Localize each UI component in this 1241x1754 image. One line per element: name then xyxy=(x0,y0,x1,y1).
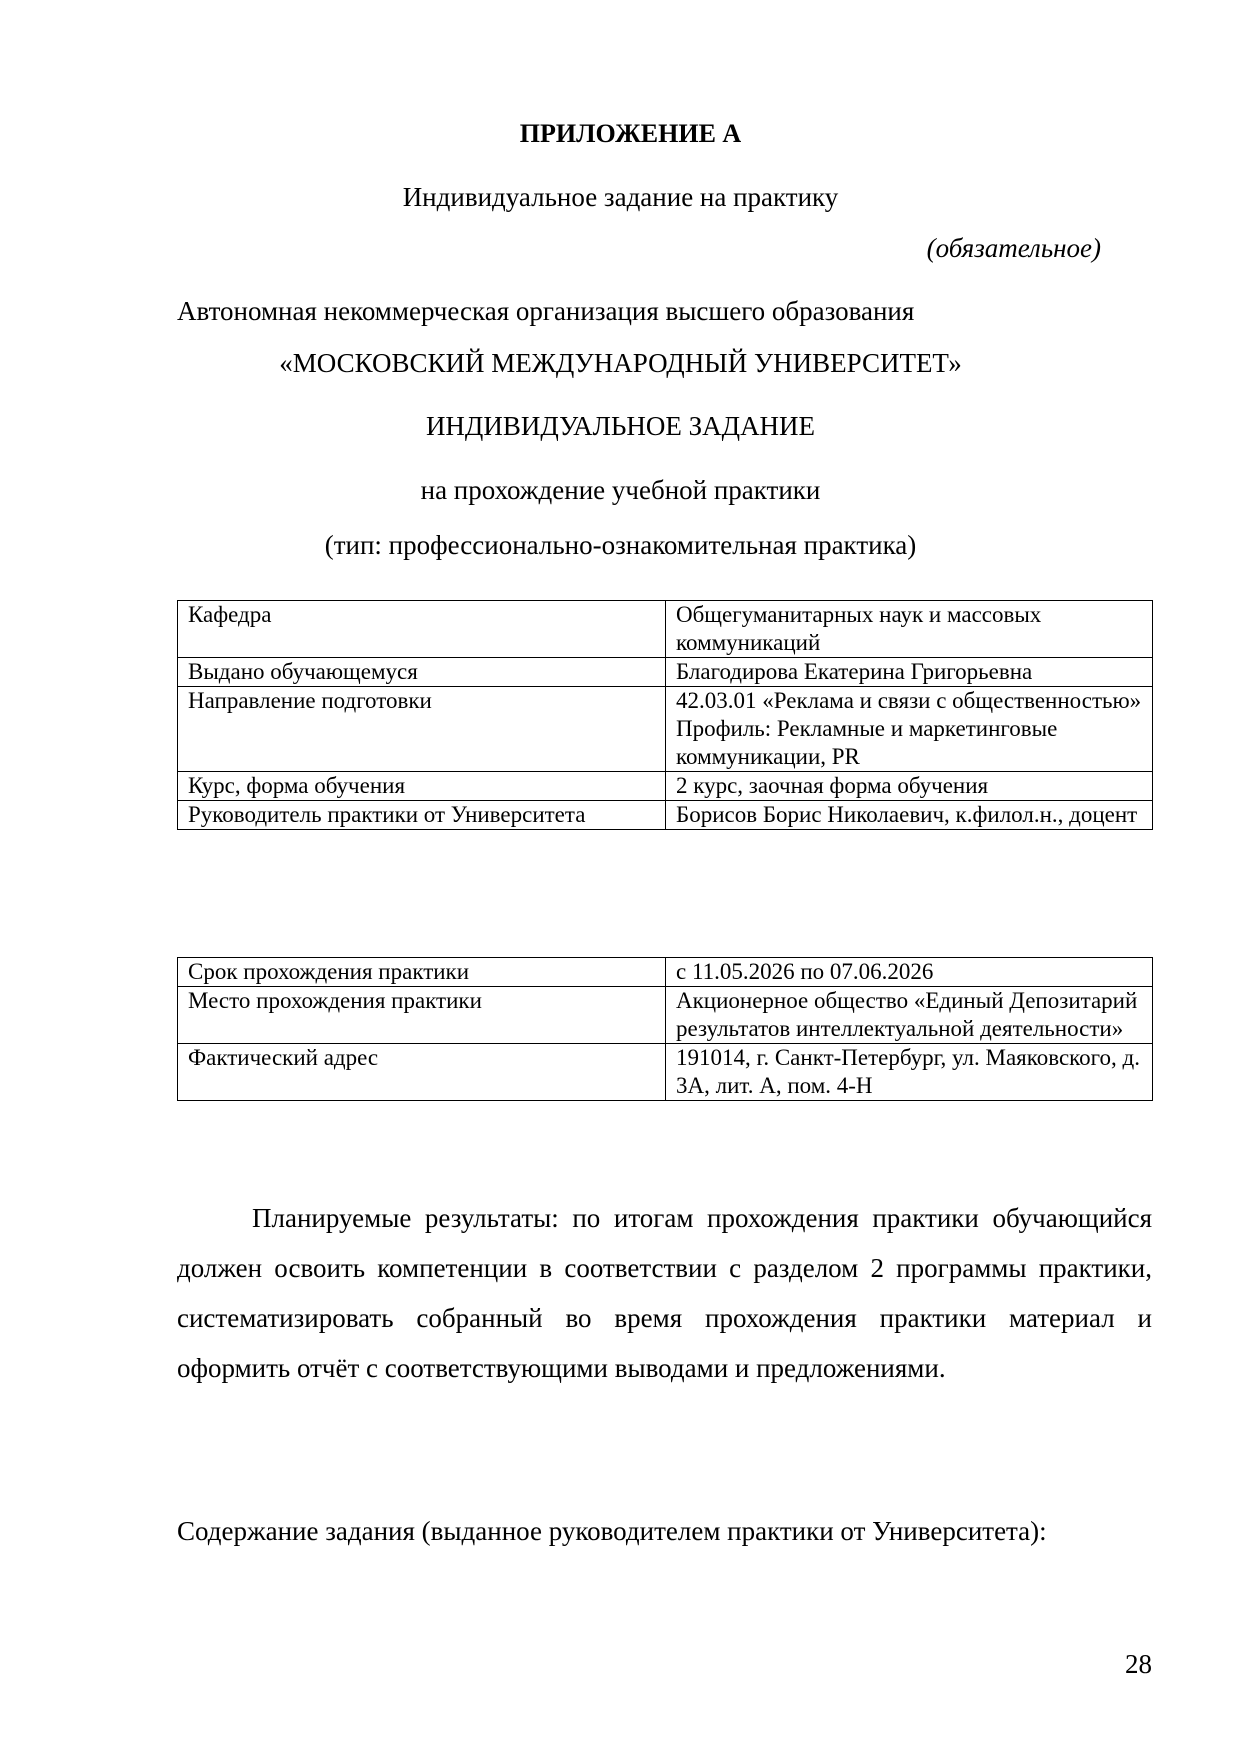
table-row xyxy=(178,772,1153,801)
row-value: Общегуманитарных наук и массовых коммуникаций xyxy=(666,601,1153,658)
appendix-subtitle: Индивидуальное задание на практику xyxy=(402,182,839,212)
practice-info-table xyxy=(177,957,1153,1101)
table-row xyxy=(178,958,1153,987)
appendix-title: ПРИЛОЖЕНИЕ А xyxy=(519,119,742,148)
row-value: с 11.05.2026 по 07.06.2026 xyxy=(666,958,1153,987)
task-title: ИНДИВИДУАЛЬНОЕ ЗАДАНИЕ xyxy=(425,411,816,441)
row-value-cell xyxy=(666,687,1153,772)
task-content-heading: Содержание задания (выданное руководителем практики от Университета): xyxy=(177,1516,1047,1546)
page-number: 28 xyxy=(1125,1649,1152,1679)
row-label: Фактический адрес xyxy=(178,1044,666,1101)
organization-name: Автономная некоммерческая организация высшего образования xyxy=(177,296,915,326)
table-row xyxy=(178,987,1153,1044)
university-name: «МОСКОВСКИЙ МЕЖДУНАРОДНЫЙ УНИВЕРСИТЕТ» xyxy=(279,348,962,378)
row-value: 191014, г. Санкт-Петербург, ул. Маяковского, д. 3А, лит. А, пом. 4-Н xyxy=(666,1044,1153,1101)
row-label: Курс, форма обучения xyxy=(178,772,666,801)
mandatory-note: (обязательное) xyxy=(926,233,1101,263)
row-label: Место прохождения практики xyxy=(178,987,666,1044)
row-value: Благодирова Екатерина Григорьевна xyxy=(666,658,1153,687)
row-label: Выдано обучающемуся xyxy=(178,658,666,687)
row-value: Акционерное общество «Единый Депозитарий результатов интеллектуальной деятельности» xyxy=(666,987,1153,1044)
row-value-profile: Профиль: Рекламные и маркетинговые коммуникации, PR xyxy=(676,716,1058,769)
row-label: Руководитель практики от Университета xyxy=(178,801,666,830)
planned-results-paragraph: Планируемые результаты: по итогам прохождения практики обучающийся должен освоить компетенции в соответствии с разделом 2 программы практики, систематизировать собранный во время прохождения практики материал и оформить отчёт с соответствующими выводами и предложениями. xyxy=(177,1203,1152,1383)
table-row xyxy=(178,1044,1153,1101)
student-info-table xyxy=(177,600,1153,830)
task-purpose: на прохождение учебной практики xyxy=(420,475,821,505)
row-label: Срок прохождения практики xyxy=(178,958,666,987)
row-label: Кафедра xyxy=(178,601,666,658)
table-row xyxy=(178,687,1153,772)
table-row xyxy=(178,658,1153,687)
row-label: Направление подготовки xyxy=(178,687,666,772)
row-value: Борисов Борис Николаевич, к.филол.н., доцент xyxy=(666,801,1153,830)
table-row xyxy=(178,601,1153,658)
task-type: (тип: профессионально-ознакомительная практика) xyxy=(324,530,917,560)
row-value: 2 курс, заочная форма обучения xyxy=(666,772,1153,801)
table-row xyxy=(178,801,1153,830)
row-value: 42.03.01 «Реклама и связи с общественностью» xyxy=(676,688,1142,713)
